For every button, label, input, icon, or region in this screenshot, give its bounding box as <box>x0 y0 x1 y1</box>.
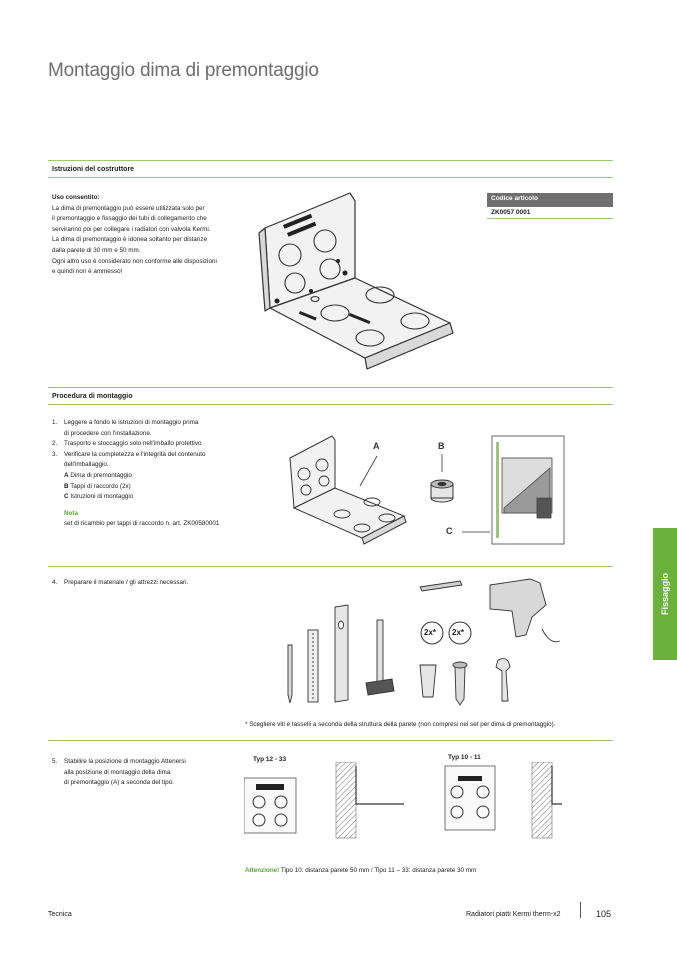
step-number: 5. <box>52 758 58 765</box>
pencil-icon <box>288 645 292 703</box>
steps-1-3 <box>52 418 252 530</box>
callout-b: B <box>438 441 445 451</box>
package-contents-illustration <box>282 428 582 552</box>
screw-icon <box>455 667 465 705</box>
section-divider <box>48 387 613 388</box>
callout-a: A <box>373 441 380 451</box>
permitted-use-line: La dima di premontaggio può essere utilizzata solo per <box>52 204 205 212</box>
content-item: C Istruzioni di montaggio <box>64 493 134 501</box>
note-text: set di ricambio per tappi di raccordo n. art. ZK00580001 <box>64 520 220 528</box>
side-tab-fissaggio[interactable]: Fissaggio <box>653 528 677 660</box>
step-text: Stabilire la posizione di montaggio Attenersi <box>64 758 186 765</box>
callout-c: C <box>446 526 453 536</box>
attention-line <box>245 866 476 877</box>
type-label-right: Typ 10 - 11 <box>448 754 481 761</box>
article-code-box <box>487 193 613 219</box>
step-number: 1. <box>52 419 58 426</box>
attention-text: Tipo 10: distanza parete 50 mm <box>280 867 370 874</box>
step-text: alla posizione di montaggio della dima <box>64 768 171 776</box>
page-number: 105 <box>596 909 612 919</box>
section-heading-instructions: Istruzioni del costruttore <box>52 166 135 173</box>
section-divider <box>48 740 613 741</box>
wall-plug-icon <box>420 665 436 697</box>
content-item: B Tappi di raccordo (2x) <box>64 482 131 490</box>
permitted-use-line: Ogni altro uso è considerato non conforme alle disposizioni <box>52 257 217 265</box>
quantity-badge: 2x* <box>452 628 465 637</box>
footer-left: Tecnica <box>48 911 72 918</box>
mounting-position-diagram <box>244 762 564 842</box>
section-divider <box>48 566 613 567</box>
attention-separator: / <box>371 867 373 874</box>
step-text: Leggere a fondo le istruzioni di montaggio prima <box>64 419 199 426</box>
drill-bit-icon <box>420 581 462 591</box>
step-number: 3. <box>52 450 58 458</box>
page-title: Montaggio dima di premontaggio <box>48 60 319 81</box>
permitted-use-heading: Uso consentito: <box>52 194 100 201</box>
spirit-level-icon <box>335 605 348 702</box>
leader-line-a <box>360 456 377 486</box>
step-text: Verificare la completezza e l'integrità del contenuto <box>64 450 206 458</box>
quantity-badge: 2x* <box>424 628 437 637</box>
permitted-use-line: La dima di premontaggio è idonea soltanto per distanze <box>52 236 208 244</box>
attention-text: Tipo 11 – 33: distanza parete 30 mm <box>374 867 477 874</box>
step-text: Preparare il materiale / gli attrezzi necessari. <box>64 579 189 586</box>
article-code-label: Codice articolo <box>487 193 613 207</box>
section-divider <box>48 404 613 405</box>
article-code-value: ZK0057 0001 <box>487 207 613 219</box>
step-4 <box>52 578 188 589</box>
step-text: dell'imballaggio. <box>64 461 109 469</box>
note-label: Nota <box>64 509 78 517</box>
tools-illustration <box>280 575 580 710</box>
permitted-use-block <box>52 193 252 278</box>
footnote: * Scegliere viti e tasselli a seconda della struttura della parete (non compresi nel set per dima di premontaggio). <box>245 721 556 728</box>
permitted-use-line: dalla parete di 30 mm e 50 mm. <box>52 246 141 254</box>
electric-drill-icon <box>490 579 546 637</box>
section-heading-procedure: Procedura di montaggio <box>52 393 133 400</box>
step-number: 2. <box>52 440 58 448</box>
permitted-use-line: e quindi non è ammesso! <box>52 268 123 276</box>
attention-label: Attenzione! <box>245 867 280 874</box>
step-text: di premontaggio (A) a seconda del tipo. <box>64 779 174 787</box>
section-divider <box>48 160 613 161</box>
footer-divider <box>580 902 581 918</box>
type-label-left: Typ 12 - 33 <box>253 756 287 763</box>
wrench-icon <box>496 659 510 701</box>
step-5 <box>52 757 186 789</box>
template-front-right <box>445 766 495 830</box>
step-text: Trasporto e stoccaggio solo nell'imballo protettivo <box>64 440 202 448</box>
permitted-use-line: serviranno poi per collegare i radiatori con valvola Kermi. <box>52 225 211 233</box>
permitted-use-line: il premontaggio e fissaggio dei tubi di collegamento che <box>52 215 207 223</box>
content-item: A Dima di premontaggio <box>64 471 132 479</box>
premount-template-illustration <box>255 183 470 378</box>
hammer-icon <box>377 620 383 685</box>
step-text: di procedere con l'installazione. <box>64 429 152 437</box>
step-number: 4. <box>52 579 58 586</box>
wall-section-right <box>532 762 552 838</box>
footer-right: Radiatori piatti Kermi therm-x2 <box>466 911 561 918</box>
section-divider <box>48 177 613 178</box>
wall-section-left <box>336 762 356 838</box>
